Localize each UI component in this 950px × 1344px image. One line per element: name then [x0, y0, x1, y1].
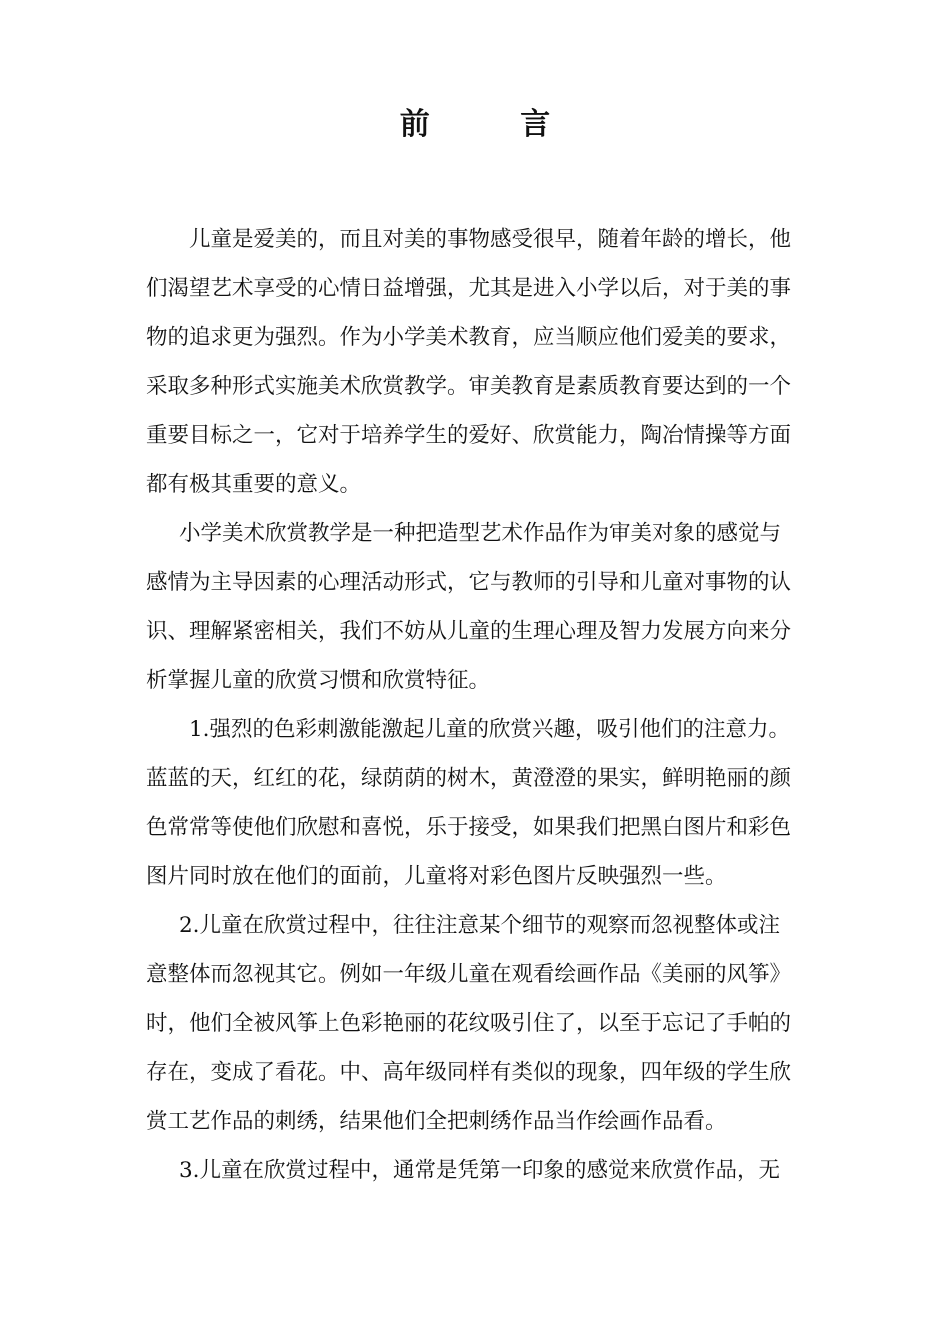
text-line: 识、理解紧密相关，我们不妨从儿童的生理心理及智力发展方向来分 [146, 619, 792, 644]
text-line: 存在，变成了看花。中、高年级同样有类似的现象，四年级的学生欣 [146, 1060, 792, 1085]
text-line: 图片同时放在他们的面前，儿童将对彩色图片反映强烈一些。 [146, 864, 727, 889]
text-line: 小学美术欣赏教学是一种把造型艺术作品作为审美对象的感觉与 [179, 521, 782, 546]
page-title: 前 言 [399, 107, 591, 142]
text-line: 析掌握儿童的欣赏习惯和欣赏特征。 [146, 668, 491, 693]
text-line: 物的追求更为强烈。作为小学美术教育，应当顺应他们爱美的要求， [146, 325, 792, 350]
text-line: 重要目标之一，它对于培养学生的爱好、欣赏能力，陶冶情操等方面 [146, 423, 792, 448]
paragraph-3 [146, 705, 806, 901]
body-text [146, 215, 806, 1195]
text-line: 蓝蓝的天，红红的花，绿荫荫的树木，黄澄澄的果实，鲜明艳丽的颜 [146, 766, 792, 791]
text-line: 儿童是爱美的，而且对美的事物感受很早，随着年龄的增长，他 [189, 227, 792, 252]
text-line: 1.强烈的色彩刺激能激起儿童的欣赏兴趣，吸引他们的注意力。 [189, 717, 791, 742]
text-line: 感情为主导因素的心理活动形式，它与教师的引导和儿童对事物的认 [146, 570, 792, 595]
text-line: 色常常等使他们欣慰和喜悦，乐于接受，如果我们把黑白图片和彩色 [146, 815, 792, 840]
text-line: 3.儿童在欣赏过程中，通常是凭第一印象的感觉来欣赏作品，无 [179, 1158, 781, 1183]
text-line: 意整体而忽视其它。例如一年级儿童在观看绘画作品《美丽的风筝》 [146, 962, 792, 987]
paragraph-5 [146, 1146, 806, 1195]
text-line: 采取多种形式实施美术欣赏教学。审美教育是素质教育要达到的一个 [146, 374, 792, 399]
paragraph-2 [146, 509, 806, 705]
text-line: 赏工艺作品的刺绣，结果他们全把刺绣作品当作绘画作品看。 [146, 1109, 727, 1134]
paragraph-4 [146, 901, 806, 1146]
text-line: 们渴望艺术享受的心情日益增强，尤其是进入小学以后，对于美的事 [146, 276, 792, 301]
text-line: 时，他们全被风筝上色彩艳丽的花纹吸引住了，以至于忘记了手帕的 [146, 1011, 792, 1036]
paragraph-1 [146, 215, 806, 509]
text-line: 都有极其重要的意义。 [146, 472, 362, 497]
text-line: 2.儿童在欣赏过程中，往往注意某个细节的观察而忽视整体或注 [179, 913, 781, 938]
